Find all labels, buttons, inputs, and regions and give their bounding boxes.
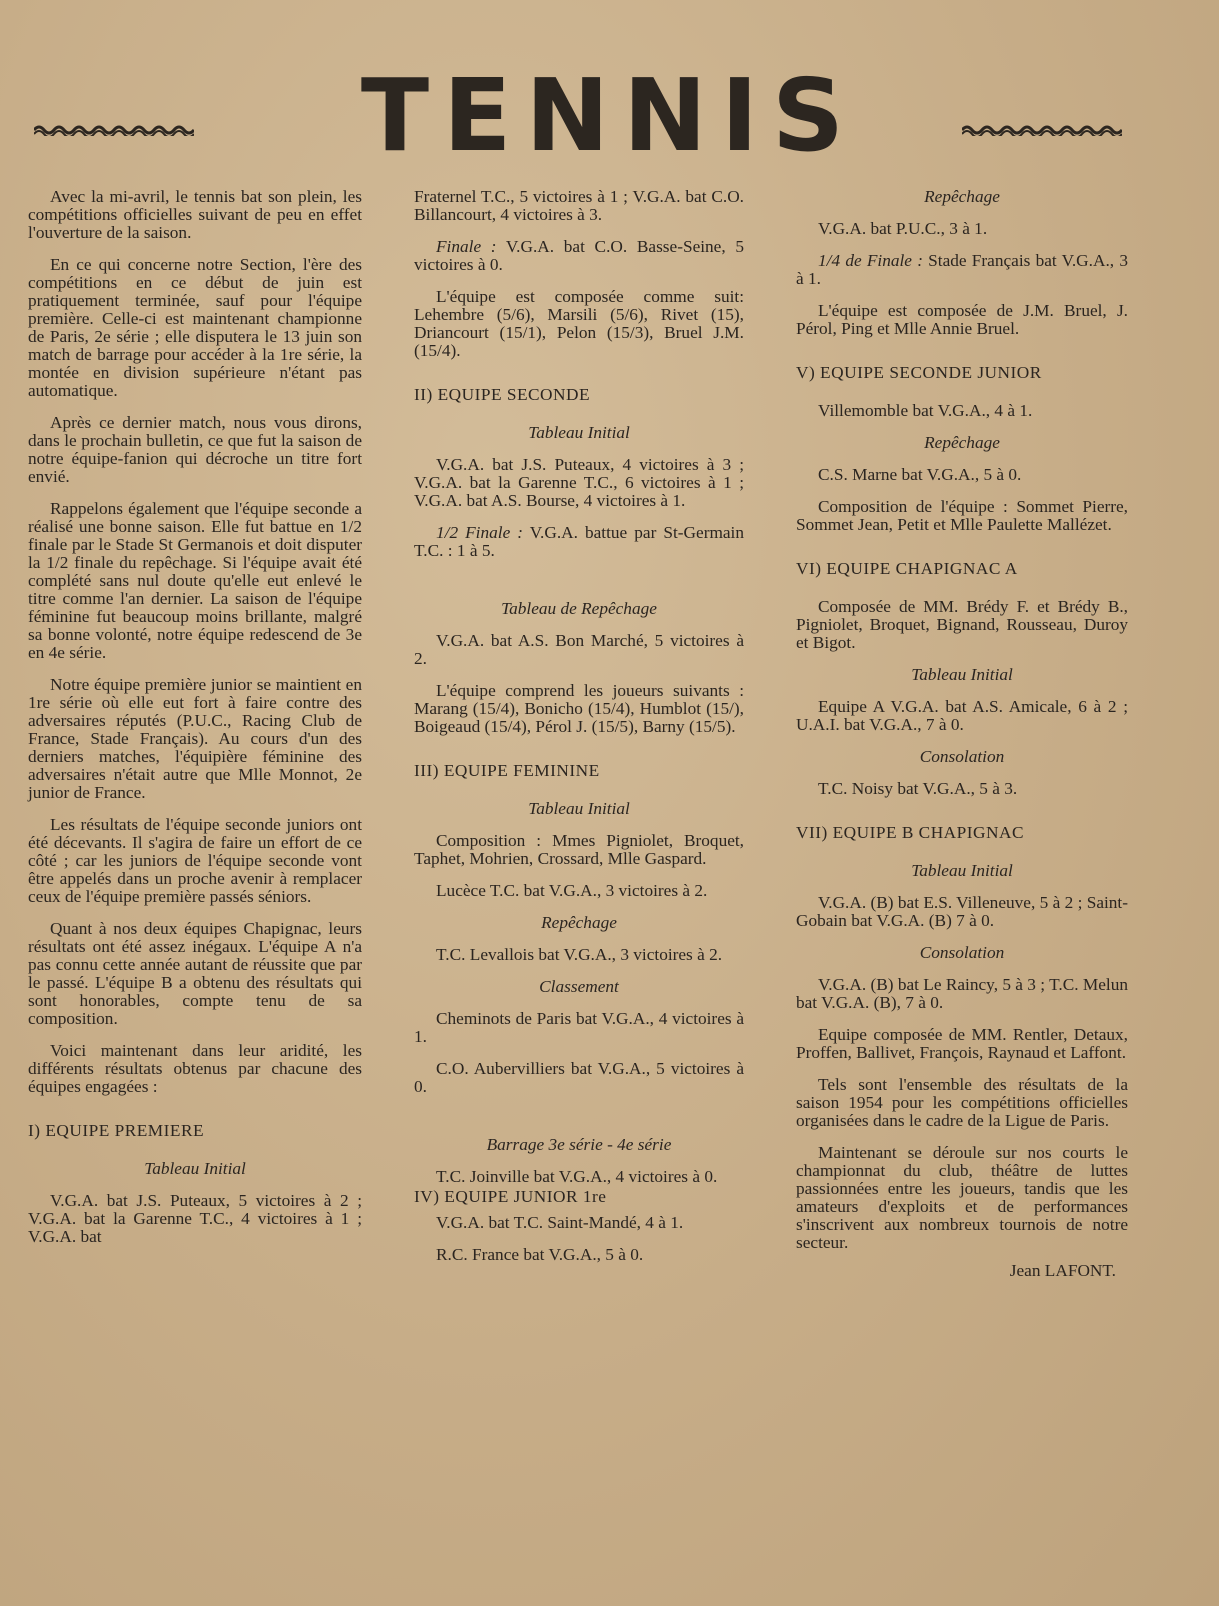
subheading: Tableau Initial <box>911 665 1013 684</box>
section-heading: II) EQUIPE SECONDE <box>414 385 591 404</box>
paragraph: C.O. Aubervilliers bat V.G.A., 5 victoires à 0. <box>414 1059 744 1096</box>
paragraph: V.G.A. bat J.S. Puteaux, 4 victoires à 3 ; V.G.A. bat la Garenne T.C., 6 victoires à 1 ; V.G.A. bat A.S. Bourse, 4 victoires à 1. <box>414 455 744 510</box>
subheading: Tableau Initial <box>144 1159 246 1178</box>
subheading: Tableau Initial <box>911 861 1013 880</box>
section-heading: III) EQUIPE FEMININE <box>414 761 600 780</box>
section-heading: I) EQUIPE PREMIERE <box>28 1121 205 1140</box>
article-column-2 <box>414 188 744 1278</box>
paragraph <box>414 238 744 274</box>
paragraph: V.G.A. (B) bat Le Raincy, 5 à 3 ; T.C. Melun bat V.G.A. (B), 7 à 0. <box>796 975 1128 1012</box>
inline-text: V.G.A. battue par St-Germain T.C. : 1 à 5. <box>414 523 744 560</box>
paragraph: En ce qui concerne notre Section, l'ère des compétitions en ce début de juin est pratiquement terminée, sauf pour l'équipe première. Celle-ci est maintenant championne de Paris, 2e série ; elle disputera le 13 juin son match de barrage pour accéder à la 1re série, la montée en division supérieure n'étant pas automatique. <box>28 255 362 400</box>
subheading: Classement <box>539 977 619 996</box>
inline-text: Stade Français bat V.G.A., 3 à 1. <box>796 251 1128 288</box>
subheading: Repêchage <box>924 187 1000 206</box>
section-heading: V) EQUIPE SECONDE JUNIOR <box>796 363 1042 382</box>
paragraph: Avec la mi-avril, le tennis bat son plein, les compétitions officielles suivant de peu en effet l'ouverture de la saison. <box>28 187 362 242</box>
paragraph: Villemomble bat V.G.A., 4 à 1. <box>818 401 1033 420</box>
paragraph: Rappelons également que l'équipe seconde a réalisé une bonne saison. Elle fut battue en 1/2 finale par le Stade St Germanois et doit disputer la 1/2 finale du repêchage. Si l'équipe avait été complété sans nul doute qu'elle eut enlevé le titre comme l'an dernier. La saison de l'équipe féminine fut beaucoup moins brillante, malgré sa bonne volonté, notre équipe redescend de 3e en 4e série. <box>28 499 362 662</box>
paragraph: T.C. Joinville bat V.G.A., 4 victoires à 0. <box>436 1167 718 1186</box>
subheading: Tableau Initial <box>528 423 630 442</box>
wave-ornament-left <box>34 124 194 136</box>
section-heading: VI) EQUIPE CHAPIGNAC A <box>796 559 1018 578</box>
paragraph: Cheminots de Paris bat V.G.A., 4 victoires à 1. <box>414 1009 744 1046</box>
paragraph: V.G.A. bat P.U.C., 3 à 1. <box>818 219 988 238</box>
paragraph: Notre équipe première junior se maintient en 1re série où elle eut fort à faire contre des adversaires réputés (P.U.C., Racing Club de France, Stade Français). Au cours d'un des derniers matches, l'équipière féminine des adversaires n'était autre que Mlle Monnot, 2e junior de France. <box>28 675 362 802</box>
paragraph: L'équipe est composée comme suit: Lehembre (5/6), Marsili (5/6), Rivet (15), Driancourt (15/1), Pelon (15/3), Bruel J.M. (15/4). <box>414 287 744 360</box>
paragraph: L'équipe comprend les joueurs suivants : Marang (15/4), Bonicho (15/4), Humblot (15/), Boigeaud (15/4), Pérol J. (15/5), Barny (15/5). <box>414 681 744 736</box>
paragraph: Composition de l'équipe : Sommet Pierre, Sommet Jean, Petit et Mlle Paulette Mallézet. <box>796 497 1128 534</box>
subheading: Consolation <box>919 943 1005 962</box>
paragraph: Composée de MM. Brédy F. et Brédy B., Pigniolet, Broquet, Bignand, Rousseau, Duroy et Bigot. <box>796 597 1128 652</box>
article-column-3 <box>796 188 1128 1280</box>
subheading: Repêchage <box>541 913 617 932</box>
author-signature: Jean LAFONT. <box>1009 1261 1116 1280</box>
section-heading: VII) EQUIPE B CHAPIGNAC <box>796 823 1024 842</box>
paragraph: R.C. France bat V.G.A., 5 à 0. <box>436 1245 644 1264</box>
paragraph: Tels sont l'ensemble des résultats de la saison 1954 pour les compétitions officielles organisées dans le cadre de la Ligue de Paris. <box>796 1075 1128 1130</box>
page-title: TENNIS <box>360 57 859 174</box>
paragraph: Equipe composée de MM. Rentler, Detaux, Proffen, Ballivet, François, Raynaud et Laffont. <box>796 1025 1128 1062</box>
subheading: Barrage 3e série - 4e série <box>486 1135 672 1154</box>
paragraph: L'équipe est composée de J.M. Bruel, J. Pérol, Ping et Mlle Annie Bruel. <box>796 301 1128 338</box>
paragraph <box>414 524 744 560</box>
paragraph: Equipe A V.G.A. bat A.S. Amicale, 6 à 2 ; U.A.I. bat V.G.A., 7 à 0. <box>796 697 1128 734</box>
inline-label: 1/2 Finale : <box>436 523 524 542</box>
paragraph: V.G.A. bat T.C. Saint-Mandé, 4 à 1. <box>436 1213 684 1232</box>
paragraph <box>796 252 1128 288</box>
paragraph: T.C. Noisy bat V.G.A., 5 à 3. <box>818 779 1018 798</box>
paragraph: Fraternel T.C., 5 victoires à 1 ; V.G.A. bat C.O. Billancourt, 4 victoires à 3. <box>414 187 744 224</box>
subheading: Consolation <box>919 747 1005 766</box>
paragraph: T.C. Levallois bat V.G.A., 3 victoires à 2. <box>436 945 723 964</box>
paragraph: C.S. Marne bat V.G.A., 5 à 0. <box>818 465 1022 484</box>
paragraph: V.G.A. bat A.S. Bon Marché, 5 victoires à 2. <box>414 631 744 668</box>
paragraph: Quant à nos deux équipes Chapignac, leurs résultats ont été assez inégaux. L'équipe A n'a pas connu cette année autant de réussite que par le passé. L'équipe B a obtenu des résultats qui sont honorables, compte tenu de sa composition. <box>28 919 362 1028</box>
paragraph: V.G.A. bat J.S. Puteaux, 5 victoires à 2 ; V.G.A. bat la Garenne T.C., 4 victoires à 1 ; V.G.A. bat <box>28 1191 362 1246</box>
paragraph: V.G.A. (B) bat E.S. Villeneuve, 5 à 2 ; Saint-Gobain bat V.G.A. (B) 7 à 0. <box>796 893 1128 930</box>
inline-label: Finale : <box>436 237 497 256</box>
section-heading: IV) EQUIPE JUNIOR 1re <box>414 1187 607 1206</box>
paragraph: Les résultats de l'équipe seconde juniors ont été décevants. Il s'agira de faire un effort de ce côté ; car les juniors de l'équipe seconde vont être appelés dans un proche avenir à remplacer ceux de l'équipe première passés séniors. <box>28 815 362 906</box>
paragraph: Lucèce T.C. bat V.G.A., 3 victoires à 2. <box>436 881 708 900</box>
paragraph: Après ce dernier match, nous vous dirons, dans le prochain bulletin, ce que fut la saison de notre équipe-fanion qui décroche un titre fort envié. <box>28 413 362 486</box>
subheading: Tableau de Repêchage <box>501 599 657 618</box>
inline-label: 1/4 de Finale : <box>818 251 923 270</box>
article-column-1 <box>28 188 362 1260</box>
subheading: Tableau Initial <box>528 799 630 818</box>
inline-text: V.G.A. bat C.O. Basse-Seine, 5 victoires à 0. <box>414 237 744 274</box>
paragraph: Composition : Mmes Pigniolet, Broquet, Taphet, Mohrien, Crossard, Mlle Gaspard. <box>414 831 744 868</box>
paragraph: Maintenant se déroule sur nos courts le championnat du club, théâtre de luttes passionnées entre les joueurs, tandis que les amateurs d'exploits et de performances s'inscrivent aux nombreux tournois de notre secteur. <box>796 1143 1128 1252</box>
subheading: Repêchage <box>924 433 1000 452</box>
wave-ornament-right <box>962 124 1122 136</box>
paragraph: Voici maintenant dans leur aridité, les différents résultats obtenus par chacune des équipes engagées : <box>28 1041 362 1096</box>
